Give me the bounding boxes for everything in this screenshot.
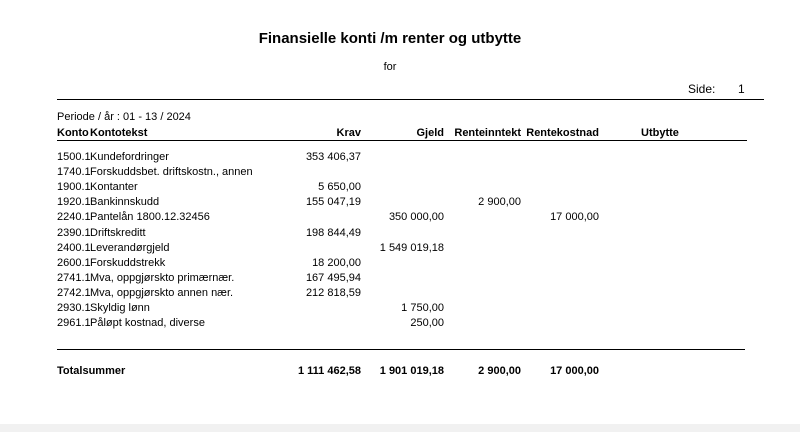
krav-value: 198 844,49	[305, 226, 361, 239]
table-row	[0, 257, 800, 272]
account-number: 2961.1	[57, 317, 91, 330]
total-gjeld: 1 901 019,18	[379, 365, 444, 377]
table-row	[0, 181, 800, 196]
table-row	[0, 242, 800, 257]
column-header-divider	[57, 140, 747, 141]
account-text: Påløpt kostnad, diverse	[90, 317, 205, 330]
table-row	[0, 227, 800, 242]
rentekostnad-value: 17 000,00	[550, 211, 599, 224]
account-text: Skyldig lønn	[90, 302, 150, 314]
account-number: 2742.1	[57, 286, 91, 299]
table-row	[0, 151, 800, 166]
account-text: Mva, oppgjørskto annen nær.	[90, 286, 234, 299]
krav-value: 212 818,59	[305, 286, 361, 299]
gjeld-value: 350 000,00	[388, 211, 444, 224]
totals-row	[0, 365, 800, 380]
krav-value: 5 650,00	[318, 181, 361, 194]
page-number-label: Side:	[688, 82, 716, 96]
column-header-krav: Krav	[336, 127, 361, 139]
krav-value: 18 200,00	[312, 256, 361, 269]
column-header-rentekostnad: Rentekostnad	[526, 127, 599, 139]
krav-value: 353 406,37	[305, 151, 361, 163]
gjeld-value: 250,00	[410, 317, 444, 330]
table-row	[0, 287, 800, 302]
account-text: Mva, oppgjørskto primærnær.	[90, 271, 235, 284]
account-number: 2390.1	[57, 226, 91, 239]
account-number: 1500.1	[57, 151, 91, 163]
total-renteinntekt: 2 900,00	[478, 365, 521, 377]
column-header-renteinntekt: Renteinntekt	[454, 127, 521, 139]
account-number: 2741.1	[57, 271, 91, 284]
column-header-kontotekst: Kontotekst	[90, 127, 148, 139]
account-text: Bankinnskudd	[90, 196, 160, 209]
gjeld-value: 1 549 019,18	[379, 241, 444, 254]
account-number: 2600.1	[57, 256, 91, 269]
krav-value: 155 047,19	[305, 196, 361, 209]
renteinntekt-value: 2 900,00	[478, 196, 521, 209]
account-number: 1900.1	[57, 181, 91, 194]
totals-divider	[57, 349, 745, 350]
account-text: Forskuddsbet. driftskostn., annen	[90, 166, 253, 179]
footer-band	[0, 424, 800, 432]
account-text: Kundefordringer	[90, 151, 169, 163]
account-text: Forskuddstrekk	[90, 256, 166, 269]
total-krav: 1 111 462,58	[297, 365, 361, 377]
account-number: 2240.1	[57, 211, 91, 224]
column-header-gjeld: Gjeld	[416, 127, 444, 139]
table-row	[0, 166, 800, 181]
report-subtitle: for	[383, 61, 397, 73]
table-row	[0, 302, 800, 317]
report-title: Finansielle konti /m renter og utbytte	[258, 30, 522, 47]
column-header-utbytte: Utbytte	[641, 127, 679, 139]
page-number: 1	[738, 82, 745, 96]
gjeld-value: 1 750,00	[401, 302, 444, 314]
totals-label: Totalsummer	[57, 365, 126, 377]
account-text: Pantelån 1800.12.32456	[90, 211, 210, 224]
table-row	[0, 317, 800, 332]
account-number: 1920.1	[57, 196, 91, 209]
table-row	[0, 211, 800, 226]
total-rentekostnad: 17 000,00	[550, 365, 599, 377]
account-number: 2930.1	[57, 302, 91, 314]
account-number: 2400.1	[57, 241, 91, 254]
krav-value: 167 495,94	[305, 271, 361, 284]
column-header-konto: Konto	[57, 127, 89, 139]
account-text: Driftskreditt	[90, 226, 146, 239]
account-text: Leverandørgjeld	[90, 241, 170, 254]
table-row	[0, 196, 800, 211]
account-text: Kontanter	[90, 181, 138, 194]
table-row	[0, 272, 800, 287]
period-label: Periode / år : 01 - 13 / 2024	[57, 111, 191, 123]
header-divider	[57, 99, 764, 100]
account-number: 1740.1	[57, 166, 91, 179]
